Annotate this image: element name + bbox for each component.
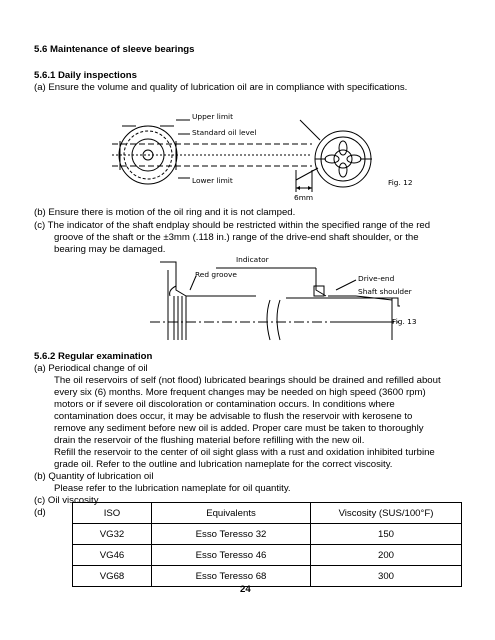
table-cell: Esso Teresso 68: [152, 566, 311, 587]
table-header-viscosity: Viscosity (SUS/100°F): [311, 503, 462, 524]
daily-item-c-line3: bearing may be damaged.: [54, 244, 166, 255]
fig12-caption: Fig. 12: [388, 178, 413, 187]
table-cell: VG32: [73, 524, 152, 545]
table-cell: VG68: [73, 566, 152, 587]
table-row: [73, 524, 462, 545]
fig13-drive-end-label: Drive-end: [358, 274, 395, 283]
daily-item-a: (a) Ensure the volume and quality of lubrication oil are in compliance with specifications.: [34, 82, 408, 93]
daily-item-c-line1: (c) The indicator of the shaft endplay should be restricted within the specified range of the red: [34, 220, 431, 231]
daily-inspections-heading: 5.6.1 Daily inspections: [34, 70, 137, 81]
table-row: [73, 545, 462, 566]
table-row: [73, 566, 462, 587]
regular-item-a-line6: drain the reservoir of the flushing material before refilling with the new oil.: [54, 435, 365, 446]
table-cell: VG46: [73, 545, 152, 566]
regular-item-a-line1: The oil reservoirs of self (not flood) lubricated bearings should be drained and refilled about: [54, 375, 441, 386]
fig13-indicator-label: Indicator: [236, 255, 269, 264]
regular-item-b: (b) Quantity of lubrication oil: [34, 471, 154, 482]
fig12-standard-oil-level-label: Standard oil level: [192, 128, 257, 137]
fig12-upper-limit-label: Upper limit: [192, 112, 233, 121]
regular-item-c: (c) Oil viscosity: [34, 495, 99, 506]
fig13-red-groove-label: Red groove: [195, 270, 237, 279]
page-number: 24: [240, 584, 251, 595]
regular-item-a-line8: grade oil. Refer to the outline and lubrication nameplate for the correct viscosity.: [54, 459, 393, 470]
table-header-iso: ISO: [73, 503, 152, 524]
fig12-lower-limit-label: Lower limit: [192, 176, 233, 185]
fig13-shaft-shoulder-label: Shaft shoulder: [358, 287, 412, 296]
regular-item-a-line3: motors or if severe oil discoloration or contamination occurs. In conditions where: [54, 399, 395, 410]
table-cell: Esso Teresso 32: [152, 524, 311, 545]
table-header-equivalents: Equivalents: [152, 503, 311, 524]
regular-item-d: (d): [34, 507, 46, 518]
table-cell: 300: [311, 566, 462, 587]
table-cell: 200: [311, 545, 462, 566]
viscosity-table: [72, 502, 462, 587]
regular-item-a-line5: remove any sediment before new oil is added. Proper care must be taken to thoroughly: [54, 423, 424, 434]
daily-item-b: (b) Ensure there is motion of the oil ring and it is not clamped.: [34, 207, 296, 218]
table-header-row: [73, 503, 462, 524]
fig12-dimension-label: 6mm: [294, 193, 314, 202]
regular-item-a-line7: Refill the reservoir to the center of oil sight glass with a rust and oxidation inhibited turbine: [54, 447, 435, 458]
regular-examination-heading: 5.6.2 Regular examination: [34, 351, 153, 362]
regular-item-a-line4: contamination does occur, it may be advisable to flush the reservoir with kerosene to: [54, 411, 413, 422]
table-cell: Esso Teresso 46: [152, 545, 311, 566]
table-cell: 150: [311, 524, 462, 545]
section-heading: 5.6 Maintenance of sleeve bearings: [34, 44, 195, 55]
regular-item-b-line: Please refer to the lubrication nameplate for oil quantity.: [54, 483, 291, 494]
regular-item-a-line2: every six (6) months. More frequent changes may be needed on high speed (3600 rpm): [54, 387, 426, 398]
fig13-caption: Fig. 13: [392, 317, 417, 326]
daily-item-c-line2: groove of the shaft or the ±3mm (.118 in.) range of the drive-end shaft shoulder, or the: [54, 232, 419, 243]
regular-item-a: (a) Periodical change of oil: [34, 363, 148, 374]
